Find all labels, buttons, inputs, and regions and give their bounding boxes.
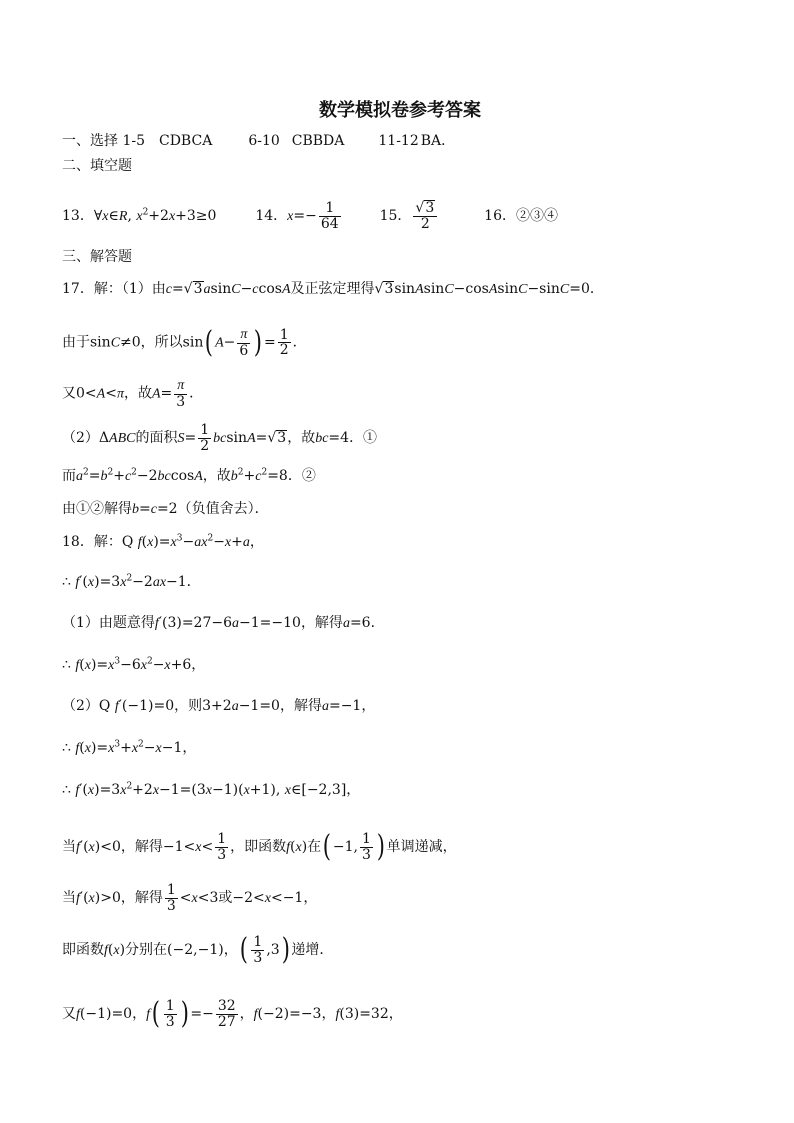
p17-line1: 17．解：（1）由c=√3asinC−ccosA及正弦定理得√3sinAsinC−cosAsinC−sinC=0． [62,281,604,297]
p18-line4: ∴ $f(x)=x^3-6x^2-x+6$， [62,656,206,673]
section-solve-heading: 三、解答题 [62,249,132,265]
p18-line10: 即函数f(x)分别在(−2,−1)，( $\frac{1}{3}$ ,3) 递增． [62,932,334,968]
p18-line8: 当f′(x)<0，解得−1<x< $\frac{1}{3}$ ，即函数f(x)在( −1, $\frac{1}{3}$ ) 单调递减， [62,829,457,865]
p18-line11: 又f(−1)=0，f( $\frac{1}{3}$ ) =− $\frac{32}{27}$ ，f(−2)=−3，f(3)=32， [62,996,403,1032]
fraction-q15: $\frac{√3}{2}$ [413,200,437,232]
page-title: 数学模拟卷参考答案 [319,100,481,121]
p18-line7: ∴ $f'(x)=3x^2+2x-1=(3x-1)(x+1)$, x∈[−2,3]， [62,781,361,798]
p18-line6: ∴ $f(x)=x^3+x^2-x-1$， [62,739,197,756]
p17-line2: 由于sinC≠0，所以sin( A− $\frac{\pi}{6}$ ) = $\frac{1}{2}$ ． [62,324,307,360]
p18-line2: ∴ $f'(x)=3x^2-2ax-1$． [62,573,201,590]
p18-line5: （2）Q f′(−1)=0，则3+2a−1=0，解得a=−1， [62,698,376,714]
p17-line4: （2）ΔABC的面积S= $\frac{1}{2}$ bcsinA=√3，故bc=4．① [62,422,378,454]
p18-line1: 18．解：Q $f(x)=x^3-ax^2-x+a$， [62,533,264,550]
p18-line3: （1）由题意得f′(3)=27−6a−1=−10，解得a=6． [62,615,385,631]
p18-line9: 当f′(x)>0，解得 $\frac{1}{3}$ <x<3或−2<x<−1， [62,882,318,914]
section-fill-heading: 二、填空题 [62,158,132,174]
choice-answers: 一、选择 1-5 CDBCA 6-10 CBBDA 11-12 BA． [62,133,456,149]
fraction-q14: $\frac{1}{64}$ [320,199,339,232]
fill-answers: 13．∀x∈R, $x^2+2x+3\ge 0$ 14．x=− $\frac{1}{64}$ 15． $\frac{√3}{2}$ 16．②③④ [62,199,558,233]
p17-line5: 而$a^2=b^2+c^2-2bccosA$，故$b^2+c^2=8$．② [62,467,316,484]
p17-line3: 又0<A<π，故A= $\frac{\pi}{3}$ ． [62,378,204,410]
p17-line6: 由①②解得b=c=2（负值舍去）． [62,501,269,517]
